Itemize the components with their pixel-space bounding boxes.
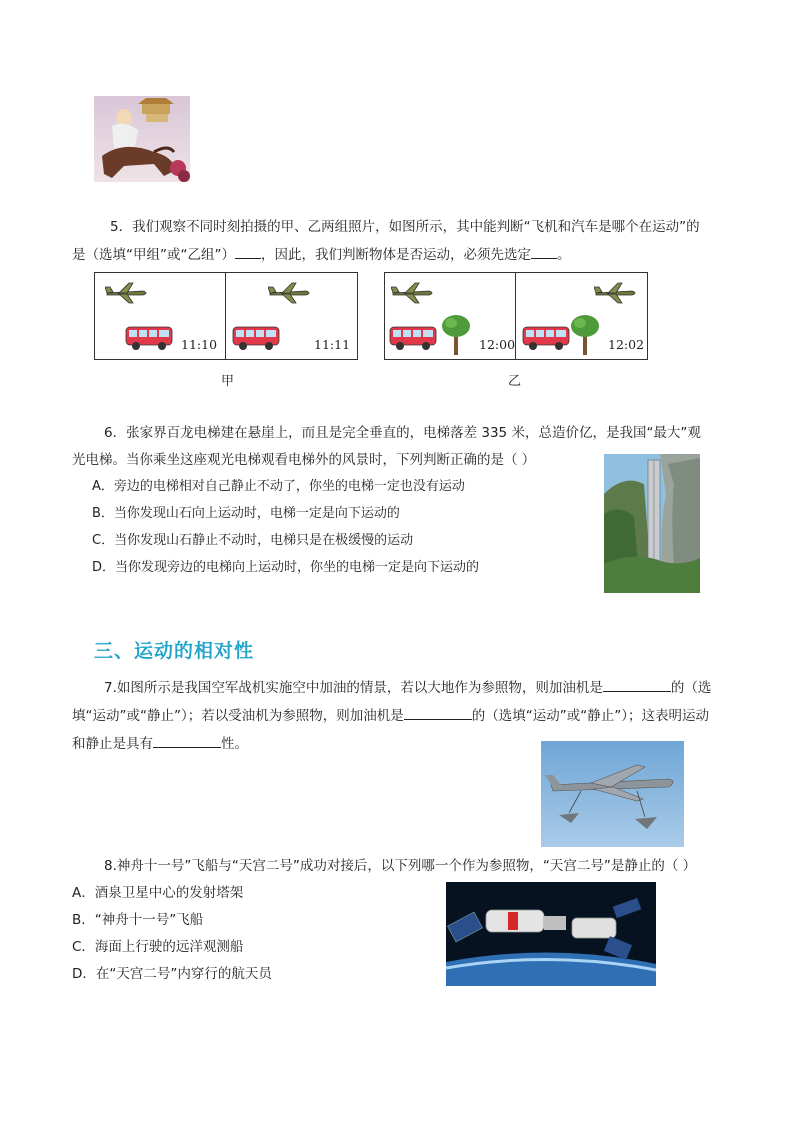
timestamp-yi-2: 12:02 — [608, 337, 645, 352]
question-7-line-2 — [72, 706, 709, 725]
aerial-refueling-image — [541, 741, 684, 847]
question-5-text-a: 是（选填“甲组”或“乙组”） — [72, 247, 235, 263]
space-docking-image — [446, 882, 656, 986]
question-8-option-c[interactable]: C．海面上行驶的远洋观测船 — [72, 939, 244, 955]
question-8-stem: 8.神舟十一号”飞船与“天宫二号”成功对接后，以下列哪一个作为参照物，“天宫二号”是静止的（ ） — [104, 858, 697, 874]
bus-icon — [125, 325, 173, 351]
photo-group-jia — [94, 272, 358, 360]
bus-icon — [389, 325, 437, 351]
answer-blank-3[interactable] — [153, 734, 221, 748]
question-7-line-1 — [104, 678, 711, 697]
question-7-text-d: 的（选填“运动”或“静止”）；这表明运动 — [471, 708, 709, 724]
tree-icon — [441, 313, 471, 355]
answer-blank-reference[interactable] — [531, 245, 557, 259]
question-6-option-b[interactable]: B．当你发现山石向上运动时，电梯一定是向下运动的 — [92, 506, 400, 521]
timestamp-jia-2: 11:11 — [314, 337, 351, 352]
photo-jia-2 — [225, 273, 357, 359]
airplane-icon — [105, 281, 149, 305]
question-5-line-2 — [72, 245, 570, 264]
bus-icon — [522, 325, 570, 351]
question-5-text-b: ，因此，我们判断物体是否运动，必须先选定 — [260, 247, 531, 263]
question-8-option-b[interactable]: B．“神舟十一号”飞船 — [72, 912, 204, 928]
answer-blank-2[interactable] — [404, 706, 472, 720]
question-7-text-a: 7.如图所示是我国空军战机实施空中加油的情景，若以大地作为参照物，则加油机是 — [104, 680, 603, 696]
question-6-option-c[interactable]: C．当你发现山石静止不动时，电梯只是在极缓慢的运动 — [92, 533, 414, 548]
question-7-line-3 — [72, 734, 248, 753]
caption-yi: 乙 — [508, 374, 522, 389]
timestamp-jia-1: 11:10 — [181, 337, 218, 352]
photo-yi-1 — [385, 273, 515, 359]
question-6-option-a[interactable]: A．旁边的电梯相对自己静止不动了，你坐的电梯一定也没有运动 — [92, 479, 465, 494]
photo-group-yi — [384, 272, 648, 360]
cliff-elevator-image — [604, 454, 700, 593]
answer-blank-group[interactable] — [235, 245, 261, 259]
bus-icon — [232, 325, 280, 351]
airplane-icon — [268, 281, 312, 305]
question-6-option-d[interactable]: D．当你发现旁边的电梯向上运动时，你坐的电梯一定是向下运动的 — [92, 560, 480, 575]
photo-jia-1 — [95, 273, 225, 359]
question-6-line-1: 6．张家界百龙电梯建在悬崖上，而且是完全垂直的，电梯落差 335 米，总造价亿，是我国“最大”观 — [104, 425, 701, 441]
question-5-line-1: 5．我们观察不同时刻拍摄的甲、乙两组照片，如图所示，其中能判断“飞机和汽车是哪个在运动”的 — [110, 219, 700, 235]
painting-horse-rider-image — [94, 96, 190, 182]
question-7-text-f: 性。 — [221, 736, 248, 752]
question-8-option-a[interactable]: A．酒泉卫星中心的发射塔架 — [72, 885, 244, 901]
tree-icon — [570, 313, 600, 355]
question-8-option-d[interactable]: D．在“天宫二号”内穿行的航天员 — [72, 966, 272, 982]
timestamp-yi-1: 12:00 — [479, 337, 516, 352]
answer-blank-1[interactable] — [603, 678, 671, 692]
photo-yi-2 — [515, 273, 647, 359]
question-7-text-e: 和静止是具有 — [72, 736, 153, 752]
airplane-icon — [391, 281, 435, 305]
section-heading: 三、运动的相对性 — [94, 640, 255, 662]
question-7-text-b: 的（选 — [670, 680, 712, 696]
question-5-text-c: 。 — [556, 247, 571, 263]
caption-jia: 甲 — [221, 374, 235, 389]
question-7-text-c: 填“运动”或“静止”）；若以受油机为参照物，则加油机是 — [72, 708, 404, 724]
airplane-icon — [594, 281, 638, 305]
question-6-line-2: 光电梯。当你乘坐这座观光电梯观看电梯外的风景时，下列判断正确的是（ ） — [72, 452, 536, 468]
